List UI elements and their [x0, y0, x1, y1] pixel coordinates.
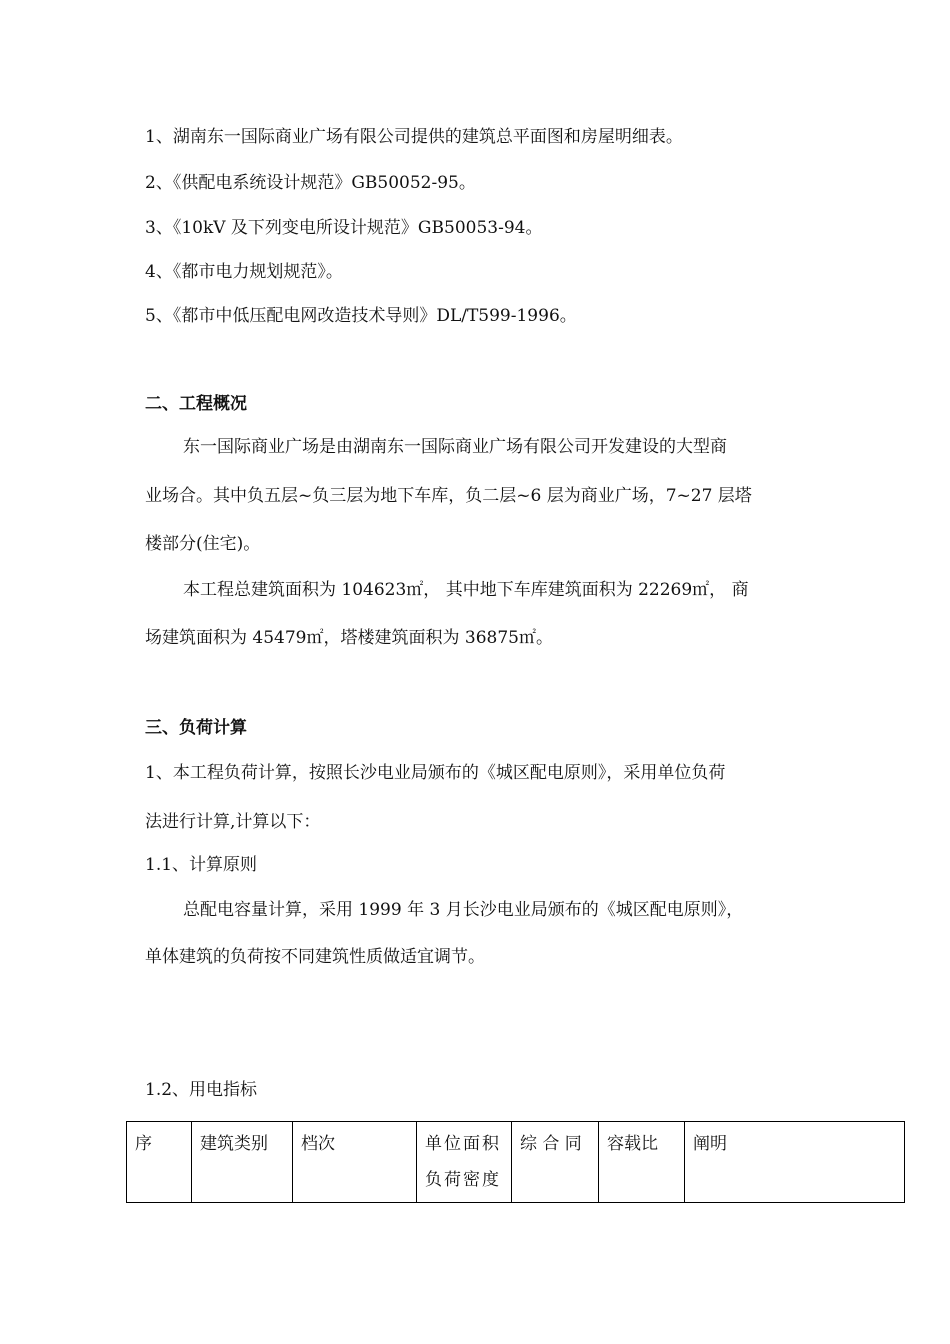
subheading-principle: 1.1、计算原则 — [145, 855, 258, 875]
table-header-cell: 阐明 — [685, 1122, 905, 1203]
ref-item: 4、《都市电力规划规范》。 — [145, 262, 343, 282]
section-heading-overview: 二、工程概况 — [145, 394, 247, 414]
table-header-row — [127, 1122, 905, 1203]
section-heading-load-calc: 三、负荷计算 — [145, 718, 247, 738]
table-header-cell — [417, 1122, 512, 1203]
ref-item: 3、《10kV 及下列变电所设计规范》GB50053-94。 — [145, 218, 543, 238]
table-header-cell: 综 合 同 — [512, 1122, 599, 1203]
paragraph-line: 楼部分(住宅)。 — [145, 534, 261, 554]
paragraph-line: 法进行计算,计算以下： — [145, 812, 321, 832]
paragraph-line: 业场合。其中负五层~负三层为地下车库，负二层~6 层为商业广场，7~27 层塔 — [145, 486, 752, 506]
ref-item: 1、湖南东一国际商业广场有限公司提供的建筑总平面图和房屋明细表。 — [145, 127, 683, 147]
table-header-cell: 容载比 — [599, 1122, 685, 1203]
table-header-cell: 建筑类别 — [192, 1122, 293, 1203]
power-index-table — [126, 1121, 905, 1203]
table-header-line: 单位面积 — [425, 1134, 501, 1154]
subheading-index: 1.2、用电指标 — [145, 1080, 258, 1100]
table-header-line: 负荷密度 — [425, 1170, 501, 1190]
paragraph-line: 单体建筑的负荷按不同建筑性质做适宜调节。 — [145, 947, 485, 967]
table-header-cell: 档次 — [293, 1122, 417, 1203]
paragraph-line: 1、本工程负荷计算，按照长沙电业局颁布的《城区配电原则》，采用单位负荷 — [145, 763, 726, 783]
paragraph-line: 本工程总建筑面积为 104623㎡， 其中地下车库建筑面积为 22269㎡， 商 — [183, 580, 749, 600]
paragraph-line: 总配电容量计算，采用 1999 年 3 月长沙电业局颁布的《城区配电原则》， — [183, 900, 744, 920]
ref-item: 2、《供配电系统设计规范》GB50052-95。 — [145, 173, 476, 193]
table-header-cell: 序 — [127, 1122, 192, 1203]
paragraph-line: 东一国际商业广场是由湖南东一国际商业广场有限公司开发建设的大型商 — [183, 437, 727, 457]
ref-item: 5、《都市中低压配电网改造技术导则》DL/T599-1996。 — [145, 306, 577, 326]
paragraph-line: 场建筑面积为 45479㎡，塔楼建筑面积为 36875㎡。 — [145, 628, 553, 648]
